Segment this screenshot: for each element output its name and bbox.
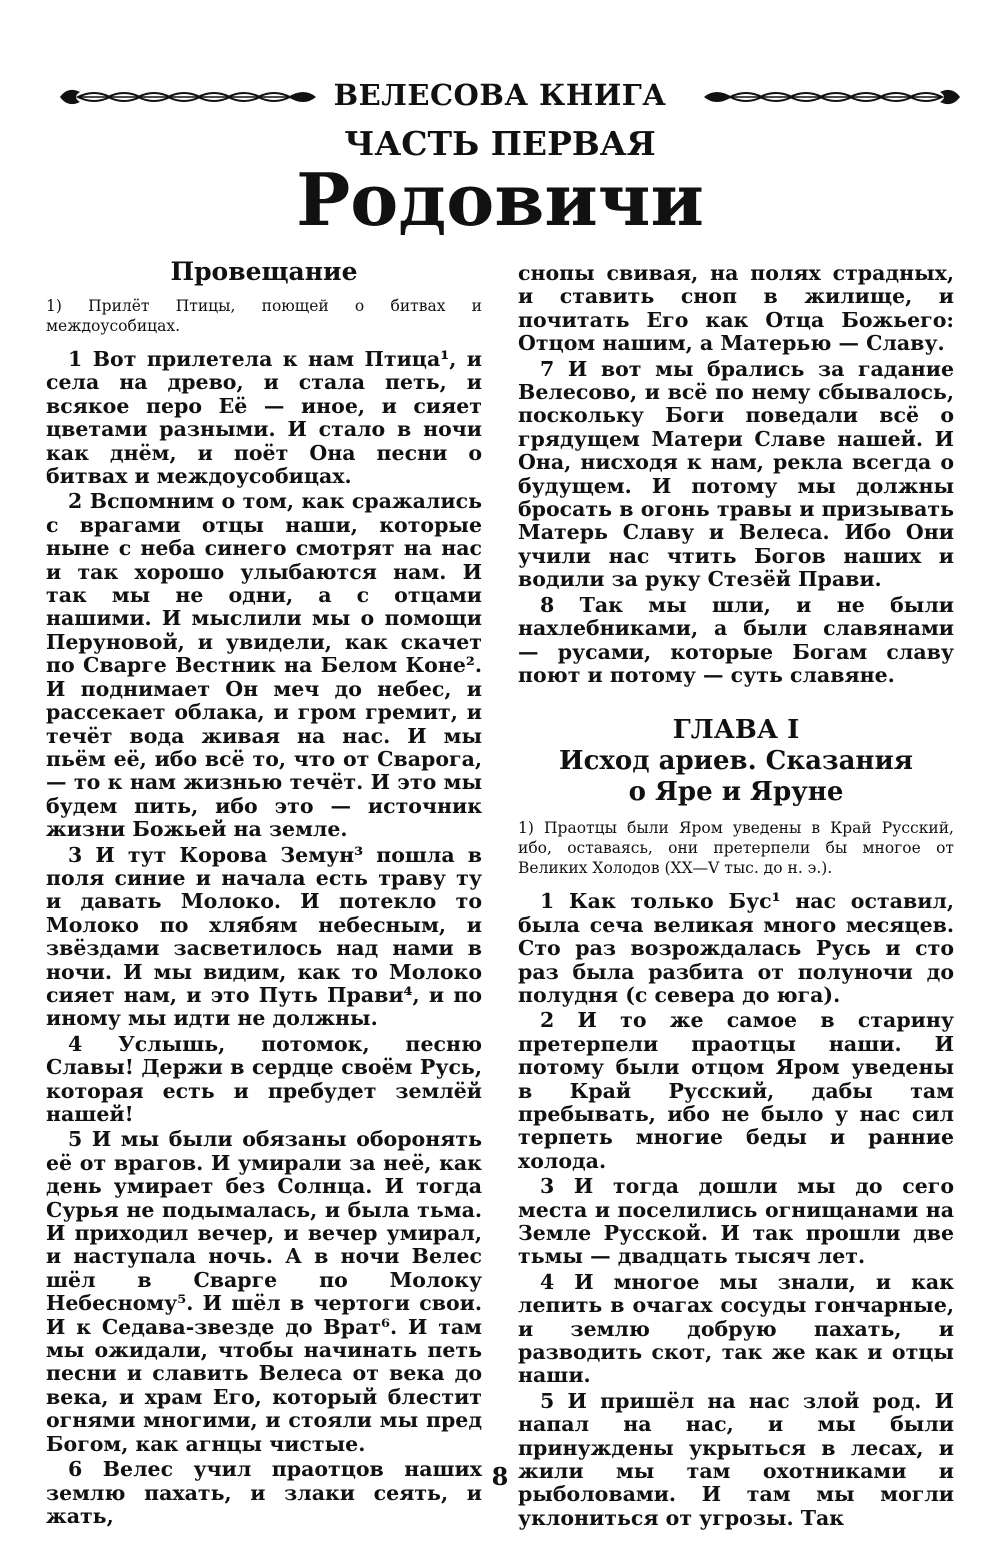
page-number: 8 bbox=[491, 1462, 509, 1491]
chapter-subtitle-line1: Исход ариев. Сказания bbox=[559, 746, 913, 777]
chapter-verse-3: 3 И тогда дошли мы до сего места и поселились огнищанами на Земле Русской. И так прошли две тьмы — двадцать тысяч лет. bbox=[518, 1174, 954, 1269]
running-head bbox=[0, 78, 1000, 118]
verse-1: 1 Вот прилетела к нам Птица¹, и села на древо, и стала петь, и всякое перо Её — иное, и сияет цветами разными. И стало в ночи как днём, и поёт Она песни о битвах и междоусобицах. bbox=[46, 347, 482, 489]
part-name: Родовичи bbox=[296, 157, 704, 242]
verse-6: 6 Велес учил праотцов наших землю пахать, и злаки сеять, и жать, bbox=[46, 1457, 482, 1528]
verse-2: 2 Вспомним о том, как сражались с врагами отцы наши, которые ныне с неба синего смотрят на нас и так хорошо улыбаются нам. И так мы не одни, а с отцами нашими. И мыслили мы о помощи Перуновой, и увидели, как скачет по Сварге Вестник на Белом Коне². И поднимает Он меч до небес, и рассекает облака, и гром гремит, и течёт вода живая на нас. И мы пьём её, ибо всё то, что от Сварога, — то к нам жизнью течёт. И это мы будем пить, ибо это — источник жизни Божьей на земле. bbox=[46, 489, 482, 842]
chapter-verse-5: 5 И пришёл на нас злой род. И напал на нас, и мы были принуждены укрыться в лесах, и жили мы там охотниками и рыболовами. И там мы могли уклониться от угрозы. Так bbox=[518, 1388, 954, 1530]
verse-6-continued: снопы свивая, на полях страдных, и ставить сноп в жилище, и почитать Его как Отца Божьего: Отцом нашим, а Матерью — Славу. bbox=[518, 261, 954, 356]
chapter-heading bbox=[518, 715, 954, 808]
ornament-right bbox=[700, 84, 962, 110]
book-title: ВЕЛЕСОВА КНИГА bbox=[333, 78, 667, 112]
section-summary: 1) Прилёт Птицы, поющей о битвах и междоусобицах. bbox=[46, 297, 482, 335]
chapter-verse-2: 2 И то же самое в старину претерпели праотцы наши. И потому были отцом Яром уведены в Край Русский, дабы там пребывать, ибо не было у нас сил терпеть многие беды и ранние холода. bbox=[518, 1008, 954, 1173]
chapter-verse-1: 1 Как только Бус¹ нас оставил, была сеча великая много месяцев. Сто раз возрождалась Русь и сто раз была разбита от полуночи до полудня (с севера до юга). bbox=[518, 889, 954, 1007]
verse-4: 4 Услышь, потомок, песню Славы! Держи в сердце своём Русь, которая есть и пребудет землёй нашей! bbox=[46, 1031, 482, 1126]
left-column bbox=[46, 258, 482, 1530]
chapter-title: ГЛАВА I bbox=[672, 715, 800, 746]
right-column bbox=[518, 262, 954, 1532]
verse-5: 5 И мы были обязаны оборонять её от врагов. И умирали за неё, как день умирает без Солнца. И тогда Сурья не подымалась, и была тьма. И приходил вечер, и вечер умирал, и наступала ночь. А в ночи Велес шёл в Сварге по Молоку Небесному⁵. И шёл в чертоги свои. И к Седава-звезде до Врат⁶. И там мы ожидали, чтобы начинать петь песни и славить Велеса от века до века, и храм Его, который блестит огнями многими, и стояли мы пред Богом, как агнцы чистые. bbox=[46, 1127, 482, 1456]
verse-8: 8 Так мы шли, и не были нахлебниками, а были славянами — русами, которые Богам славу поют и потому — суть славяне. bbox=[518, 592, 954, 687]
chapter-subtitle-line2: о Яре и Яруне bbox=[628, 777, 844, 808]
verse-7: 7 И вот мы брались за гадание Велесово, и всё по нему сбывалось, поскольку Боги поведали всё о грядущем Матери Славе нашей. И Она, нисходя к нам, рекла всегда о будущем. И потому мы должны бросать в огонь травы и призывать Матерь Славу и Велеса. Ибо Они учили нас чтить Богов наших и водили за руку Стезёй Прави. bbox=[518, 356, 954, 592]
verse-3: 3 И тут Корова Земун³ пошла в поля синие и начала есть траву ту и давать Молоко. И потекло то Молоко по хлябям небесным, и звёздами засветилось над нами в ночи. И мы видим, как то Молоко сияет нам, и это Путь Прави⁴, и по иному мы идти не должны. bbox=[46, 842, 482, 1031]
chapter-summary: 1) Праотцы были Яром уведены в Край Русский, ибо, оставаясь, они претерпели бы многое от Великих Холодов (XX—V тыс. до н. э.). bbox=[518, 819, 954, 878]
chapter-verse-4: 4 И многое мы знали, и как лепить в очагах сосуды гончарные, и землю добрую пахать, и разводить скот, так же как и отцы наши. bbox=[518, 1269, 954, 1388]
section-title: Провещание bbox=[170, 257, 358, 286]
ornament-left bbox=[58, 84, 320, 110]
part-title: ЧАСТЬ ПЕРВАЯ bbox=[344, 124, 656, 163]
